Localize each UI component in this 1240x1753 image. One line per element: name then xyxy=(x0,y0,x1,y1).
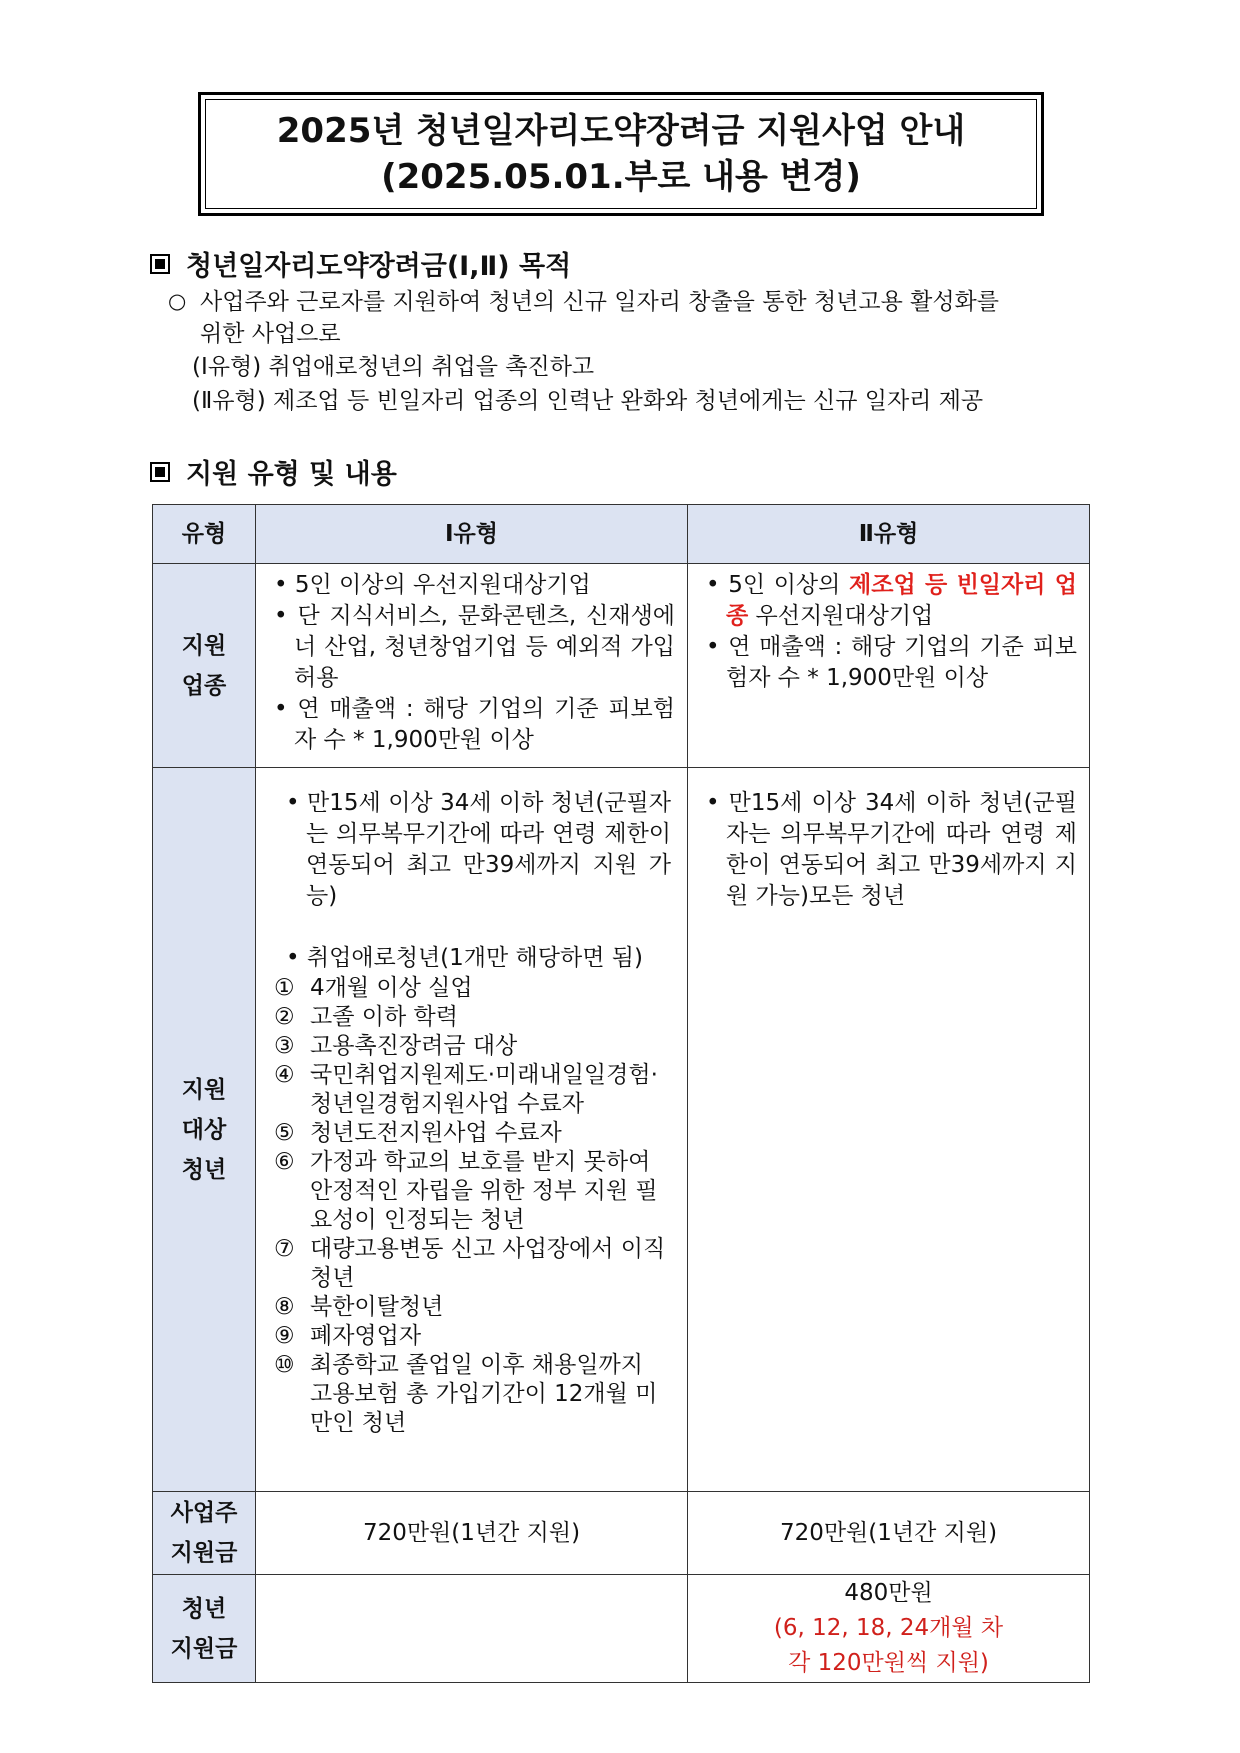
industry-type2-cell xyxy=(688,564,1090,768)
youth-type2-note: 각 120만원씩 지원) xyxy=(788,1650,989,1676)
hardship-number: ⑨ xyxy=(274,1323,295,1349)
hardship-number: ⑤ xyxy=(274,1120,295,1146)
section1-type2: (Ⅱ유형) 제조업 등 빈일자리 업종의 인력난 완화와 청년에게는 신규 일자리 제공 xyxy=(192,388,984,414)
hardship-list-item xyxy=(274,1235,671,1293)
target-type1-age: • 만15세 이상 34세 이하 청년(군필자는 의무복무기간에 따라 연령 제한이 연동되어 최고 만39세까지 지원 가능) xyxy=(286,790,671,909)
hardship-text: 4개월 이상 실업 xyxy=(310,975,473,1001)
industry-type2-highlight: 제조업 등 빈일자리 업종 xyxy=(726,572,1077,629)
industry-type1-item: • 연 매출액 : 해당 기업의 기준 피보험자 수 * 1,900만원 이상 xyxy=(274,696,675,753)
table-row-industry xyxy=(153,564,1090,768)
hardship-list-item xyxy=(274,1003,671,1032)
row-label-employer xyxy=(153,1492,256,1575)
industry-type2-pre: • 5인 이상의 xyxy=(706,572,850,598)
industry-type2-item: • 연 매출액 : 해당 기업의 기준 피보험자 수 * 1,900만원 이상 xyxy=(706,634,1077,691)
hardship-list-item xyxy=(274,1061,671,1119)
hardship-number: ⑦ xyxy=(274,1236,295,1262)
row-label-line: 지원 xyxy=(181,632,227,659)
title-inner xyxy=(205,99,1037,209)
title-line2: (2025.05.01.부로 내용 변경) xyxy=(381,157,861,197)
support-table xyxy=(152,504,1090,1683)
hardship-text: 대량고용변동 신고 사업장에서 이직 청년 xyxy=(310,1236,666,1291)
industry-type1-cell xyxy=(256,564,688,768)
row-label-line: 지원 xyxy=(181,1076,227,1103)
header-type1: Ⅰ유형 xyxy=(256,505,688,564)
table-row-employer xyxy=(153,1492,1090,1575)
hardship-list-item xyxy=(274,1119,671,1148)
title-box xyxy=(198,92,1044,216)
row-label-youth xyxy=(153,1575,256,1683)
hardship-text: 북한이탈청년 xyxy=(310,1294,444,1320)
table-row-target xyxy=(153,768,1090,1492)
hardship-list xyxy=(274,974,671,1438)
youth-type1-cell xyxy=(256,1575,688,1683)
target-type1-cell xyxy=(256,768,688,1492)
target-type2-cell xyxy=(688,768,1090,1492)
industry-type2-item xyxy=(700,570,1077,632)
hardship-number: ③ xyxy=(274,1033,295,1059)
youth-type2-cell xyxy=(688,1575,1090,1683)
hardship-number: ⑥ xyxy=(274,1149,295,1175)
youth-type2-note: (6, 12, 18, 24개월 차 xyxy=(773,1615,1004,1641)
row-label-line: 지원금 xyxy=(170,1635,238,1662)
section1-heading xyxy=(150,244,571,283)
hardship-number: ⑧ xyxy=(274,1294,295,1320)
square-bullet-icon xyxy=(150,254,170,274)
circle-bullet-icon: ○ xyxy=(168,289,187,313)
industry-type2-post: 우선지원대상기업 xyxy=(748,603,934,629)
employer-type1-cell: 720만원(1년간 지원) xyxy=(256,1492,688,1575)
hardship-text: 고졸 이하 학력 xyxy=(310,1004,458,1030)
title-line1: 2025년 청년일자리도약장려금 지원사업 안내 xyxy=(276,111,966,151)
hardship-text: 국민취업지원제도·미래내일일경험·청년일경험지원사업 수료자 xyxy=(310,1062,658,1117)
row-label-line: 업종 xyxy=(181,672,227,699)
row-label-line: 지원금 xyxy=(170,1540,238,1566)
section1-line1: 사업주와 근로자를 지원하여 청년의 신규 일자리 창출을 통한 청년고용 활성화를 xyxy=(200,289,999,315)
hardship-list-item xyxy=(274,1148,671,1235)
hardship-text: 청년도전지원사업 수료자 xyxy=(310,1120,562,1146)
row-label-line: 청년 xyxy=(181,1595,227,1622)
header-type: 유형 xyxy=(153,505,256,564)
employer-type2-cell: 720만원(1년간 지원) xyxy=(688,1492,1090,1575)
hardship-text: 폐자영업자 xyxy=(310,1323,422,1349)
target-type2-text: • 만15세 이상 34세 이하 청년(군필자는 의무복무기간에 따라 연령 제한이 연동되어 최고 만39세까지 지원 가능)모든 청년 xyxy=(706,790,1077,909)
section2-heading xyxy=(150,452,397,491)
section1-heading-text: 청년일자리도약장려금(Ⅰ,Ⅱ) 목적 xyxy=(186,251,572,282)
hardship-list-item xyxy=(274,1032,671,1061)
hardship-list-item xyxy=(274,974,671,1003)
target-type1-hardship: • 취업애로청년(1개만 해당하면 됨) xyxy=(286,945,643,971)
header-type2: Ⅱ유형 xyxy=(688,505,1090,564)
hardship-number: ② xyxy=(274,1004,295,1030)
hardship-text: 가정과 학교의 보호를 받지 못하여 안정적인 자립을 위한 정부 지원 필요성이 인정되는 청년 xyxy=(310,1149,658,1233)
hardship-text: 최종학교 졸업일 이후 채용일까지 고용보험 총 가입기간이 12개월 미만인 청년 xyxy=(310,1352,658,1436)
youth-type2-amount: 480만원 xyxy=(844,1580,933,1606)
row-label-line: 사업주 xyxy=(170,1500,238,1526)
section1-line2: 위한 사업으로 xyxy=(200,321,341,347)
hardship-text: 고용촉진장려금 대상 xyxy=(310,1033,518,1059)
section1-type1: (Ⅰ유형) 취업애로청년의 취업을 촉진하고 xyxy=(192,354,595,380)
row-label-industry xyxy=(153,564,256,768)
hardship-number: ④ xyxy=(274,1062,295,1088)
row-label-target xyxy=(153,768,256,1492)
table-header-row xyxy=(153,505,1090,564)
industry-type1-item: • 단 지식서비스, 문화콘텐츠, 신재생에너 산업, 청년창업기업 등 예외적 가입 허용 xyxy=(274,603,675,691)
hardship-list-item xyxy=(274,1293,671,1322)
square-bullet-icon xyxy=(150,462,170,482)
section2-heading-text: 지원 유형 및 내용 xyxy=(186,459,397,490)
hardship-list-item xyxy=(274,1351,671,1438)
row-label-line: 대상 xyxy=(181,1116,227,1143)
hardship-number: ⑩ xyxy=(274,1352,295,1378)
industry-type1-item: • 5인 이상의 우선지원대상기업 xyxy=(274,572,591,598)
hardship-list-item xyxy=(274,1322,671,1351)
table-row-youth xyxy=(153,1575,1090,1683)
row-label-line: 청년 xyxy=(181,1156,227,1183)
hardship-number: ① xyxy=(274,975,295,1001)
